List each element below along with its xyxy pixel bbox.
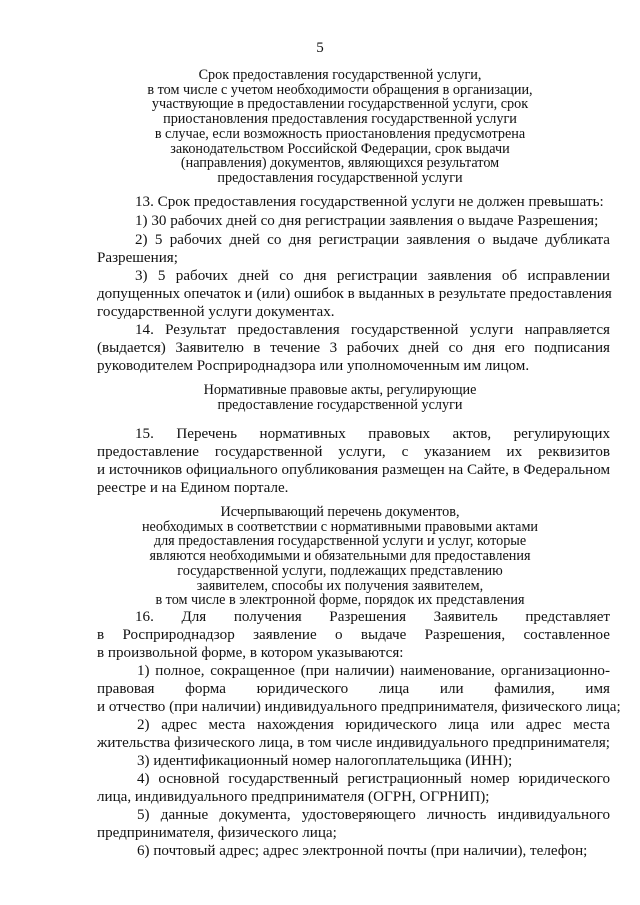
paragraph-13-line: 13. Срок предоставления государственной услуги не должен превышать: <box>135 194 604 210</box>
paragraph-15-line: и источников официального опубликования размещен на Сайте, в Федеральном <box>97 462 611 478</box>
list-item-line: допущенных опечаток и (или) ошибок в выданных в результате предоставления <box>97 286 612 302</box>
heading-line: являются необходимыми и обязательными для предоставления <box>149 548 531 565</box>
heading-line: участвующие в предоставлении государственной услуги, срок <box>151 96 529 113</box>
heading-line: государственной услуги, подлежащих представлению <box>177 562 503 579</box>
list-item-line: Разрешения; <box>97 250 178 266</box>
list-item-line: 6) почтовый адрес; адрес электронной почты (при наличии), телефон; <box>137 843 588 859</box>
heading-line: предоставление государственной услуги <box>217 396 463 413</box>
list-item-line: 4) основной государственный регистрационный номер юридического <box>137 771 610 787</box>
list-item-line: 2) 5 рабочих дней со дня регистрации заявления о выдаче дубликата <box>135 232 610 248</box>
heading-line: для предоставления государственной услуги и услуг, которые <box>153 533 527 550</box>
list-item-line: 3) 5 рабочих дней со дня регистрации заявления об исправлении <box>135 268 610 284</box>
list-item-line: жительства физического лица, в том числе индивидуального предпринимателя; <box>97 735 610 751</box>
heading-line: заявителем, способы их получения заявителем, <box>196 577 484 594</box>
heading-line: Срок предоставления государственной услуги, <box>198 67 482 83</box>
list-item-line: предпринимателя, физического лица; <box>97 825 337 841</box>
heading-line: необходимых в соответствии с нормативными правовыми актами <box>141 518 539 535</box>
list-item-line: правовая форма юридического лица или фамилия, имя <box>97 681 610 697</box>
heading-line: предоставления государственной услуги <box>217 169 463 186</box>
list-item-line: 1) полное, сокращенное (при наличии) наименование, организационно- <box>137 663 610 679</box>
paragraph-14-line: руководителем Росприроднадзора или уполномоченным им лицом. <box>97 358 530 374</box>
heading-line: законодательством Российской Федерации, срок выдачи <box>170 140 510 157</box>
heading-line: в случае, если возможность приостановления предусмотрена <box>154 125 526 142</box>
paragraph-16-line: 16. Для получения Разрешения Заявитель представляет <box>135 609 610 625</box>
list-item-line: 3) идентификационный номер налогоплательщика (ИНН); <box>137 753 513 769</box>
page-number: 5 <box>316 40 324 56</box>
paragraph-15-line: реестре и на Едином портале. <box>97 480 289 496</box>
list-item-line: лица, индивидуального предпринимателя (ОГРН, ОГРНИП); <box>97 789 490 805</box>
paragraph-14-line: 14. Результат предоставления государственной услуги направляется <box>135 322 610 338</box>
heading-line: приостановления предоставления государственной услуги <box>163 111 517 128</box>
heading-line: в том числе в электронной форме, порядок их представления <box>155 592 525 609</box>
paragraph-16-line: в Росприроднадзор заявление о выдаче Разрешения, составленное <box>97 627 610 643</box>
list-item-line: 5) данные документа, удостоверяющего личность индивидуального <box>137 807 610 823</box>
section-heading-deadline <box>80 68 600 186</box>
paragraph-16-line: в произвольной форме, в котором указываются: <box>97 645 404 661</box>
heading-line: в том числе с учетом необходимости обращения в организации, <box>147 81 533 98</box>
list-item-line: 2) адрес места нахождения юридического лица или адрес места <box>137 717 610 733</box>
heading-line: Нормативные правовые акты, регулирующие <box>203 382 477 398</box>
paragraph-15-line: предоставление государственной услуги, с указанием их реквизитов <box>97 444 610 460</box>
section-heading-documents <box>80 505 600 608</box>
heading-line: (направления) документов, являющихся результатом <box>180 155 500 172</box>
list-item-line: государственной услуги документах. <box>97 304 335 320</box>
paragraph-14-line: (выдается) Заявителю в течение 3 рабочих дней со дня его подписания <box>97 340 610 356</box>
list-item-line: 1) 30 рабочих дней со дня регистрации заявления о выдаче Разрешения; <box>135 213 599 229</box>
heading-line: Исчерпывающий перечень документов, <box>220 504 460 520</box>
section-heading-legal-acts <box>80 383 600 412</box>
list-item-line: и отчество (при наличии) индивидуального предпринимателя, физического лица; <box>97 699 621 715</box>
paragraph-15-line: 15. Перечень нормативных правовых актов, регулирующих <box>135 426 610 442</box>
